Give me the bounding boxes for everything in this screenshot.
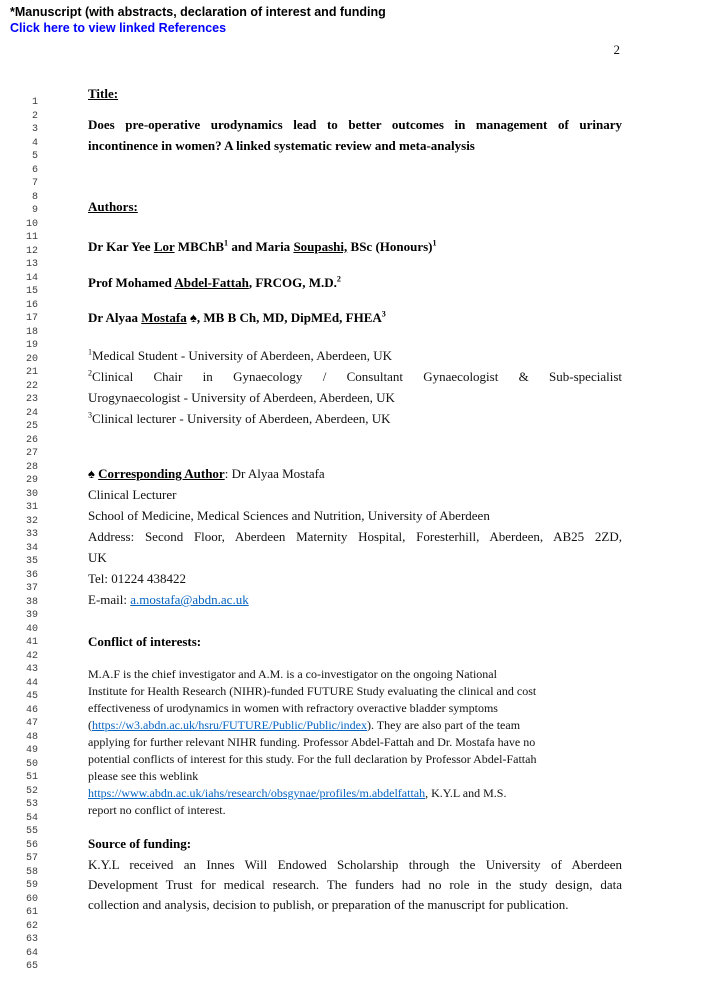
line-number: 60: [25, 893, 38, 905]
line-number: 37: [25, 583, 38, 594]
line-number: 8: [31, 191, 38, 203]
funding-line: collection and analysis, decision to publish, or preparation of the manuscript for publication.: [88, 897, 569, 912]
manuscript-title-line: incontinence in women? A linked systematic review and meta-analysis: [88, 138, 475, 153]
email-link[interactable]: a.mostafa@abdn.ac.uk: [130, 592, 249, 607]
funding-heading: Source of funding:: [88, 836, 192, 851]
line-number: 58: [25, 866, 38, 878]
line-number: 49: [25, 745, 38, 756]
line-number: 10: [25, 218, 38, 230]
line-number: 29: [25, 475, 38, 486]
line-number: 42: [25, 650, 38, 662]
line-number: 40: [25, 623, 38, 635]
affiliation-marker: 2: [336, 274, 341, 284]
line-number: 22: [25, 380, 38, 392]
abdel-fattah-profile-link[interactable]: https://www.abdn.ac.uk/iahs/research/obsgynae/profiles/m.abdelfattah: [88, 786, 426, 800]
line-number: 55: [25, 826, 38, 837]
line-number: 2: [31, 110, 38, 122]
line-number: 20: [25, 353, 38, 365]
manuscript-title-line: Does pre-operative urodynamics lead to better outcomes in management of urinary: [88, 117, 622, 132]
line-number: 1: [31, 97, 38, 108]
affiliation-2: $^2$Clinical Chair in Gynaecology / Consultant Gynaecologist & Sub-specialist: [88, 368, 622, 384]
funding-line: K.Y.L received an Innes Will Endowed Scholarship through the University of Aberdeen: [88, 857, 622, 872]
affiliation-marker: 1: [432, 238, 437, 248]
affiliation-marker: 2: [88, 368, 93, 378]
coi-line: applying for further relevant NIHR funding. Professor Abdel-Fattah and Dr. Mostafa have no: [88, 735, 536, 749]
line-number: 62: [25, 920, 38, 932]
line-number: 12: [25, 245, 38, 257]
line-number: 57: [25, 853, 38, 864]
line-number-gutter: [10, 96, 38, 974]
line-number: 59: [25, 880, 38, 891]
corresponding-author-block: [88, 463, 622, 610]
line-number: 56: [25, 839, 38, 851]
line-number: 17: [25, 313, 38, 324]
line-number: 39: [25, 610, 38, 621]
author-line-3: Dr Alyaa Mostafa ♠, MB B Ch, MD, DipMEd, FHEA$^3$: [88, 309, 386, 325]
line-number: 11: [25, 232, 38, 243]
line-number: 64: [25, 947, 38, 959]
affiliation-3: $^3$Clinical lecturer - University of Aberdeen, Aberdeen, UK: [88, 410, 391, 426]
line-number: 3: [31, 124, 38, 135]
email-label: E-mail:: [88, 592, 131, 607]
line-number: 47: [25, 718, 38, 729]
line-number: 9: [31, 205, 38, 216]
line-number: 31: [25, 502, 38, 513]
manuscript-title: [88, 114, 622, 156]
author-line-1: Dr Kar Yee Lor MBChB$^1$ and Maria Soupashi, BSc (Honours)$^1$: [88, 238, 437, 254]
line-number: 52: [25, 785, 38, 797]
coi-line: M.A.F is the chief investigator and A.M. is a co-investigator on the ongoing National: [88, 667, 497, 681]
corr-address-line: Address: Second Floor, Aberdeen Maternity Hospital, Foresterhill, Aberdeen, AB25 2ZD,: [88, 529, 622, 544]
line-number: 4: [31, 137, 38, 149]
view-linked-references-link[interactable]: Click here to view linked References: [10, 21, 227, 35]
affiliation-marker: 3: [381, 309, 386, 319]
line-number: 61: [25, 907, 38, 918]
line-number: 46: [25, 704, 38, 716]
line-number: 45: [25, 691, 38, 702]
affiliations-block: [88, 345, 622, 429]
line-number: 34: [25, 542, 38, 554]
future-study-link[interactable]: https://w3.abdn.ac.uk/hsru/FUTURE/Public/Public/index: [92, 718, 367, 732]
coi-line: potential conflicts of interest for this study. For the full declaration by Professor Abdel-Fattah: [88, 752, 537, 766]
line-number: 53: [25, 799, 38, 810]
corresponding-author-line: ♠ Corresponding Author: Dr Alyaa Mostafa: [88, 466, 325, 481]
line-number: 41: [25, 637, 38, 648]
line-number: 50: [25, 758, 38, 770]
line-number: 36: [25, 569, 38, 581]
coi-line: report no conflict of interest.: [88, 803, 226, 817]
line-number: 63: [25, 934, 38, 945]
line-number: 25: [25, 421, 38, 432]
coi-line: effectiveness of urodynamics in women with refractory overactive bladder symptoms: [88, 701, 498, 715]
line-number: 15: [25, 286, 38, 297]
line-number: 14: [25, 272, 38, 284]
affiliation-marker: 1: [88, 347, 93, 357]
spade-icon: ♠: [88, 466, 99, 481]
corr-role-line: Clinical Lecturer: [88, 487, 177, 502]
line-number: 26: [25, 434, 38, 446]
manuscript-body: [88, 0, 622, 915]
funding-paragraph: [88, 855, 622, 915]
funding-line: Development Trust for medical research. The funders had no role in the study design, data: [88, 877, 622, 892]
corr-tel-line: Tel: 01224 438422: [88, 571, 187, 586]
line-number: 23: [25, 394, 38, 405]
manuscript-type-label: *Manuscript (with abstracts, declaration of interest and funding: [10, 5, 386, 19]
line-number: 24: [25, 407, 38, 419]
conflict-paragraph: [88, 666, 622, 819]
coi-line: please see this weblink: [88, 769, 199, 783]
corr-email-line: [88, 589, 622, 610]
line-number: 33: [25, 529, 38, 540]
coi-line: https://www.abdn.ac.uk/iahs/research/obsgynae/profiles/m.abdelfattah, K.Y.L and M.S.: [88, 786, 507, 800]
line-number: 13: [25, 259, 38, 270]
corr-school-line: School of Medicine, Medical Sciences and Nutrition, University of Aberdeen: [88, 508, 490, 523]
line-number: 27: [25, 448, 38, 459]
line-number: 7: [31, 178, 38, 189]
line-number: 38: [25, 596, 38, 608]
line-number: 32: [25, 515, 38, 527]
line-number: 5: [31, 151, 38, 162]
page-number: 2: [613, 42, 620, 57]
authors-heading: Authors:: [88, 199, 138, 214]
affiliation-2-continued: Urogynaecologist - University of Aberdeen, Aberdeen, UK: [88, 390, 395, 405]
corr-address-line-2: UK: [88, 550, 107, 565]
line-number: 19: [25, 340, 38, 351]
affiliation-marker: 1: [224, 238, 229, 248]
line-number: 43: [25, 664, 38, 675]
line-number: 35: [25, 556, 38, 567]
line-number: 44: [25, 677, 38, 689]
title-heading: Title:: [88, 86, 119, 101]
line-number: 21: [25, 367, 38, 378]
line-number: 51: [25, 772, 38, 783]
affiliation-1: $^1$Medical Student - University of Aberdeen, Aberdeen, UK: [88, 347, 393, 363]
coi-line: Institute for Health Research (NIHR)-funded FUTURE Study evaluating the clinical and cost: [88, 684, 537, 698]
conflict-heading: Conflict of interests:: [88, 634, 202, 649]
line-number: 48: [25, 731, 38, 743]
line-number: 28: [25, 461, 38, 473]
coi-line: (https://w3.abdn.ac.uk/hsru/FUTURE/Public/Public/index). They are also part of the team: [88, 718, 521, 732]
line-number: 54: [25, 812, 38, 824]
line-number: 65: [25, 961, 38, 972]
line-number: 30: [25, 488, 38, 500]
line-number: 18: [25, 326, 38, 338]
author-line-2: Prof Mohamed Abdel-Fattah, FRCOG, M.D.$^2$: [88, 274, 341, 290]
affiliation-marker: 3: [88, 410, 93, 420]
line-number: 6: [31, 164, 38, 176]
line-number: 16: [25, 299, 38, 311]
